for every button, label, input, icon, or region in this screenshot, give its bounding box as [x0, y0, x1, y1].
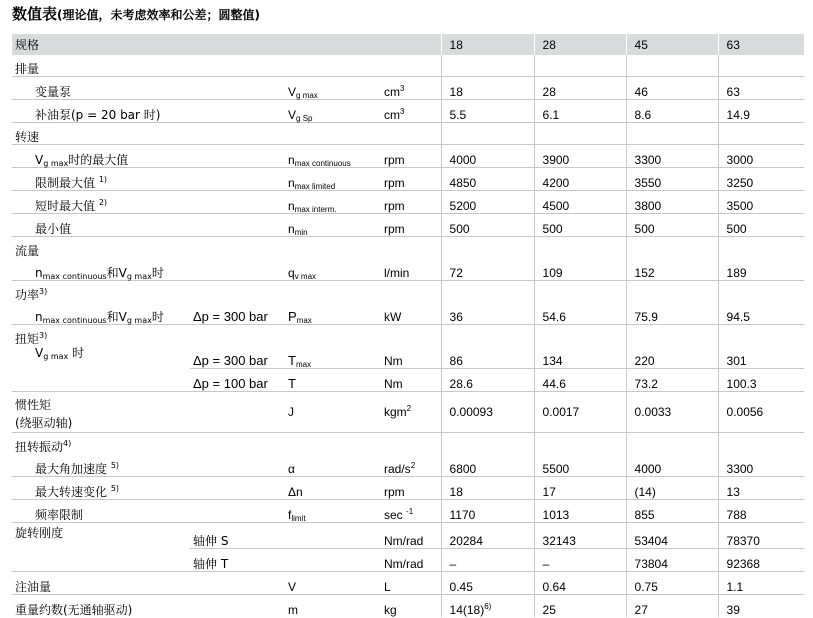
row-unit: kgm$^2$: [381, 392, 441, 433]
row-symbol: J: [285, 392, 381, 433]
row-condition: Δp = 300 bar: [193, 353, 268, 368]
row-symbol: $P_{max}$: [288, 309, 312, 325]
section-title: 转速: [12, 123, 441, 145]
row-stiffness-t: [12, 548, 804, 571]
value-cell: $14(18)^{6)}$: [441, 594, 534, 617]
value-cell: 36: [441, 302, 534, 325]
row-unit: sec $^{-1}$: [381, 500, 441, 523]
value-cell: 855: [626, 500, 718, 523]
row-symbol: $n_{max continuous}$: [285, 145, 381, 168]
header-label: 规格: [12, 34, 441, 55]
row-symbol: α: [288, 462, 295, 476]
value-cell: 53404: [626, 523, 718, 549]
row-symbol: Δn: [285, 477, 381, 500]
value-cell: 1013: [534, 500, 626, 523]
value-cell: 0.00093: [441, 392, 534, 433]
row-symbol: m: [285, 594, 381, 617]
value-cell: 152: [626, 258, 718, 281]
row-unit: kg: [381, 594, 441, 617]
section-title: 排量: [15, 62, 40, 76]
row-label: $n_{max continuous}$和$V_{g max}$时: [35, 266, 164, 281]
row-condition: 轴伸 T: [190, 548, 285, 571]
value-cell: 4000: [626, 454, 718, 477]
value-cell: 0.45: [441, 571, 534, 594]
row-symbol: T: [285, 369, 381, 392]
row-symbol: $q_{v max}$: [288, 266, 317, 281]
value-cell: 14.9: [718, 100, 804, 123]
row-unit: kW: [384, 310, 402, 324]
value-cell: 788: [718, 500, 804, 523]
row-label: $n_{max continuous}$和$V_{g max}$时: [35, 310, 164, 325]
value-cell: 27: [626, 594, 718, 617]
row-label: $V_{g max}$ 时: [35, 346, 85, 361]
value-cell: 3900: [534, 145, 626, 168]
row-unit: $cm^3$: [381, 77, 441, 100]
value-cell: 3250: [718, 168, 804, 191]
row-unit: $cm^3$: [381, 100, 441, 123]
value-cell: 189: [718, 258, 804, 281]
row-variable-pump: [12, 77, 804, 100]
value-cell: 301: [718, 346, 804, 369]
row-mass: [12, 594, 804, 617]
row-label: 短时最大值 $^{2)}$: [12, 191, 285, 214]
row-unit: Nm/rad: [381, 548, 441, 571]
row-speed-interm: [12, 191, 804, 214]
row-condition: Δp = 300 bar: [193, 309, 268, 324]
value-cell: 6.1: [534, 100, 626, 123]
value-cell: 5200: [441, 191, 534, 214]
value-cell: 500: [626, 214, 718, 237]
value-cell: 75.9: [626, 302, 718, 325]
value-cell: 17: [534, 477, 626, 500]
value-cell: 54.6: [534, 302, 626, 325]
size-63: 63: [718, 34, 804, 55]
row-symbol: $n_{max limited}$: [285, 168, 381, 191]
row-symbol: $n_{min}$: [285, 214, 381, 237]
value-cell: 94.5: [718, 302, 804, 325]
value-cell: 78370: [718, 523, 804, 549]
value-cell: 6800: [441, 454, 534, 477]
size-28: 28: [534, 34, 626, 55]
row-inertia: [12, 392, 804, 433]
row-freq-limit: [12, 500, 804, 523]
value-cell: 220: [626, 346, 718, 369]
page-title: [12, 3, 260, 24]
row-label: 重量约数(无通轴驱动): [12, 594, 285, 617]
value-cell: 1170: [441, 500, 534, 523]
title-sub: (理论值，未考虑效率和公差；圆整值): [57, 8, 260, 22]
row-power: [12, 302, 804, 325]
value-cell: 3800: [626, 191, 718, 214]
value-cell: 4500: [534, 191, 626, 214]
size-45: 45: [626, 34, 718, 55]
row-unit: rpm: [381, 145, 441, 168]
value-cell: 500: [534, 214, 626, 237]
value-cell: 86: [441, 346, 534, 369]
row-unit: rpm: [381, 191, 441, 214]
row-flow: [12, 258, 804, 281]
value-cell: 0.64: [534, 571, 626, 594]
row-stiffness-s: [12, 523, 804, 549]
row-symbol: $V_{g max}$: [285, 77, 381, 100]
value-cell: 1.1: [718, 571, 804, 594]
value-cell: 28: [534, 77, 626, 100]
value-cell: 0.0017: [534, 392, 626, 433]
row-label: $V_{g max}$时的最大值: [12, 145, 285, 168]
section-title: 功率$^{3)}$: [12, 281, 441, 303]
value-cell: 134: [534, 346, 626, 369]
value-cell: 4200: [534, 168, 626, 191]
row-unit: rpm: [381, 214, 441, 237]
row-label: 最大角加速度 $^{5)}$: [35, 461, 120, 476]
value-cell: 109: [534, 258, 626, 281]
row-label: 注油量: [12, 571, 285, 594]
value-cell: 5500: [534, 454, 626, 477]
value-cell: 72: [441, 258, 534, 281]
row-label: 惯性矩 (绕驱动轴): [12, 392, 285, 433]
size-18: 18: [441, 34, 534, 55]
value-cell: 18: [441, 77, 534, 100]
row-label: 频率限制: [12, 500, 285, 523]
value-cell: 0.0056: [718, 392, 804, 433]
row-label: 最小值: [12, 214, 285, 237]
row-label: 补油泵(p = 20 bar 时): [12, 100, 285, 123]
value-cell: 44.6: [534, 369, 626, 392]
row-unit: Nm: [381, 369, 441, 392]
section-displacement: [12, 55, 804, 77]
row-boost-pump: [12, 100, 804, 123]
section-torsion: [12, 433, 804, 455]
section-title: 流量: [12, 237, 441, 259]
value-cell: 500: [441, 214, 534, 237]
row-unit: L: [381, 571, 441, 594]
row-unit: l/min: [384, 266, 410, 280]
value-cell: 39: [718, 594, 804, 617]
value-cell: 3000: [718, 145, 804, 168]
row-condition: Δp = 100 bar: [190, 369, 285, 392]
section-flow: [12, 237, 804, 259]
row-symbol: $V_{g Sp}$: [285, 100, 381, 123]
value-cell: 3550: [626, 168, 718, 191]
value-cell: –: [534, 548, 626, 571]
value-cell: 63: [718, 77, 804, 100]
value-cell: 100.3: [718, 369, 804, 392]
value-cell: 8.6: [626, 100, 718, 123]
value-cell: 5.5: [441, 100, 534, 123]
row-condition: 轴伸 S: [190, 523, 285, 549]
row-symbol: V: [285, 571, 381, 594]
value-cell: –: [441, 548, 534, 571]
value-cell: 0.0033: [626, 392, 718, 433]
row-symbol: $n_{max interm.}$: [285, 191, 381, 214]
value-cell: 0.75: [626, 571, 718, 594]
value-cell: 32143: [534, 523, 626, 549]
value-cell: 73804: [626, 548, 718, 571]
value-cell: (14): [626, 477, 718, 500]
values-table: [12, 34, 804, 617]
row-label: 变量泵: [12, 77, 285, 100]
value-cell: 500: [718, 214, 804, 237]
row-speed-limited: [12, 168, 804, 191]
row-unit: rad/$s^2$: [384, 461, 416, 476]
value-cell: 92368: [718, 548, 804, 571]
value-cell: 13: [718, 477, 804, 500]
value-cell: 73.2: [626, 369, 718, 392]
value-cell: 3300: [626, 145, 718, 168]
row-label: 旋转刚度: [12, 523, 190, 549]
row-symbol: $T_{max}$: [288, 353, 312, 369]
row-angular-acc: [12, 454, 804, 477]
header-row: [12, 34, 804, 55]
value-cell: 28.6: [441, 369, 534, 392]
row-torque-300: [12, 346, 804, 369]
row-unit: Nm/rad: [381, 523, 441, 549]
section-power: [12, 281, 804, 303]
value-cell: 18: [441, 477, 534, 500]
section-title: 扭矩$^{3)}$: [12, 325, 441, 347]
value-cell: 3300: [718, 454, 804, 477]
value-cell: 46: [626, 77, 718, 100]
row-fill: [12, 571, 804, 594]
value-cell: 3500: [718, 191, 804, 214]
value-cell: 4000: [441, 145, 534, 168]
row-unit: rpm: [381, 168, 441, 191]
section-title: 扭转振动$^{4)}$: [12, 433, 441, 455]
row-label: 最大转速变化 $^{5)}$: [12, 477, 285, 500]
section-speed: [12, 123, 804, 145]
row-symbol: $f_{limit}$: [285, 500, 381, 523]
row-unit: Nm: [384, 354, 403, 368]
value-cell: 25: [534, 594, 626, 617]
title-main: 数值表: [12, 5, 58, 23]
value-cell: 20284: [441, 523, 534, 549]
row-speed-max: [12, 145, 804, 168]
row-torque-100: [12, 369, 804, 392]
value-cell: 4850: [441, 168, 534, 191]
row-speed-min: [12, 214, 804, 237]
row-label: 限制最大值 $^{1)}$: [12, 168, 285, 191]
row-speed-change: [12, 477, 804, 500]
row-unit: rpm: [381, 477, 441, 500]
section-torque: [12, 325, 804, 347]
